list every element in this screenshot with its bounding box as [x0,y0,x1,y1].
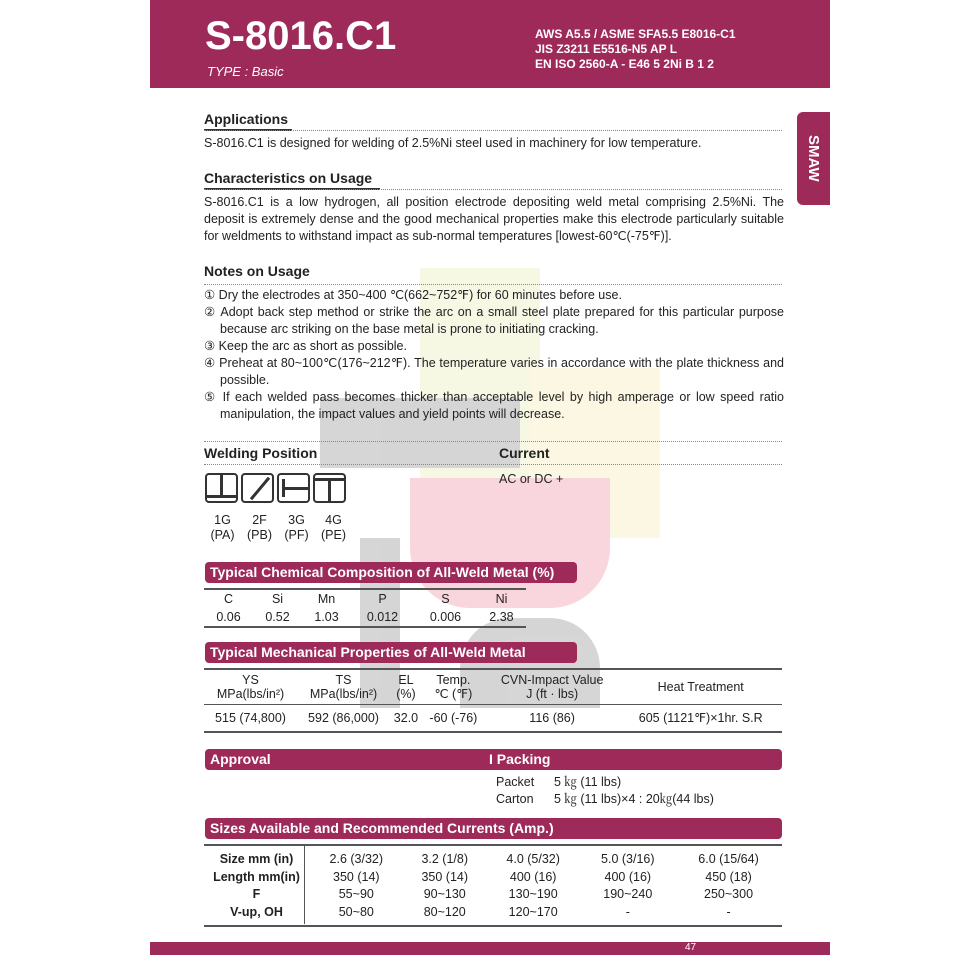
value-cell: 0.012 [366,609,399,624]
overhead-position-icon [313,473,346,503]
value-cell: - [625,904,630,919]
mechanical-table [204,668,782,733]
header-cell: YS [242,672,259,687]
value-cell: 605 (1121℉)×1hr. S.R [638,711,763,726]
value-cell: 0.006 [429,609,462,624]
row-label: V-up, OH [230,904,283,919]
value-cell: 1.03 [314,609,339,624]
value-cell: 0.06 [216,609,241,624]
packing-heading: I Packing [489,751,551,767]
standard-aws: AWS A5.5 / ASME SFA5.5 E8016-C1 [535,27,736,41]
row-label: Length mm(in) [213,869,300,884]
footer-bar [150,942,830,955]
horizontal-fillet-icon [241,473,274,503]
value-cell: 350 (14) [421,869,469,884]
sizes-table [204,844,782,927]
notes-heading: Notes on Usage [204,263,310,279]
row-label: F [252,887,261,901]
packing-label: Packet [496,775,535,789]
current-heading: Current [499,445,550,461]
header-cell: P [378,591,387,606]
position-alt: (PA) [210,528,235,542]
header-cell: TS [335,672,352,687]
note-item: ③ Keep the arc as short as possible. [204,339,407,353]
value-cell: 55~90 [338,887,374,901]
sizes-row [204,886,782,904]
sizes-heading: Sizes Available and Recommended Currents (Amp.) [205,818,782,839]
packing-value: 5 ㎏ (11 lbs)×4 : 20㎏(44 lbs) [554,792,714,806]
header-unit: ℃ (℉) [434,686,473,701]
value-cell: 400 (16) [604,869,652,884]
header-unit: J (ft · lbs) [526,686,579,701]
header-cell: Si [271,591,284,606]
value-cell: 450 (18) [705,869,752,884]
notes-list [204,287,784,423]
sizes-row [204,869,782,887]
value-cell: 2.6 (3/32) [329,852,384,866]
product-title: S-8016.C1 [205,14,397,58]
value-cell: 120~170 [508,904,558,919]
position-code: 3G [288,513,305,527]
value-cell: 5.0 (3/16) [601,852,655,866]
header-unit: (%) [396,686,416,701]
welding-position-heading: Welding Position [204,445,318,461]
packing-list [496,774,714,808]
applications-text: S-8016.C1 is designed for welding of 2.5%Ni steel used in machinery for low temperature. [204,136,702,150]
header-unit: MPa(lbs/in²) [309,686,378,701]
mechanical-heading: Typical Mechanical Properties of All-Weld Metal [205,642,577,663]
value-cell: 190~240 [603,887,653,901]
value-cell: 90~130 [423,887,466,901]
position-code: 2F [252,513,267,527]
row-label: Size mm (in) [219,852,294,866]
value-cell: 6.0 (15/64) [698,852,759,866]
packing-label: Carton [496,792,534,806]
standards [535,27,736,72]
chemical-heading: Typical Chemical Composition of All-Weld Metal (%) [205,562,577,583]
sizes-row [204,846,782,869]
header-cell: Temp. [436,672,471,687]
header-cell: EL [398,672,414,687]
header-unit: MPa(lbs/in²) [216,686,285,701]
value-cell: 592 (86,000) [308,710,379,725]
value-cell: 400 (16) [509,869,557,884]
approval-heading: Approval [210,751,271,767]
sizes-row [204,904,782,927]
value-cell: 116 (86) [529,710,575,725]
note-item: ④ Preheat at 80~100℃(176~212℉). The temperature varies in accordance with the plate thickness and possible. [204,356,784,387]
applications-heading: Applications [204,111,289,127]
value-cell: - [726,904,731,919]
header-cell: C [223,591,234,606]
product-type: TYPE : Basic [207,64,284,79]
note-item: ② Adopt back step method or strike the arc on a small steel plate prepared for this particular purpose because arc striking on the base metal is prone to initiating cracking. [204,305,784,336]
characteristics-heading: Characteristics on Usage [204,170,373,186]
header-banner [150,0,830,88]
smaw-tab: SMAW [797,112,830,205]
position-alt: (PB) [247,528,272,542]
position-icons [205,473,349,506]
value-cell: 32.0 [393,710,419,725]
value-cell: -60 (-76) [429,710,478,725]
header-cell: Mn [317,591,336,606]
value-cell: 350 (14) [333,869,380,884]
value-cell: 130~190 [508,887,558,901]
characteristics-text: S-8016.C1 is a low hydrogen, all position electrode depositing weld metal comprising 2.5%Ni. The deposit is extremely dense and the good mechanical properties make this electrode particularly suitable for weldments to withstand impact as sub-normal temperatures [lowest-60℃(-75℉)]. [204,195,784,243]
value-cell: 2.38 [489,609,514,624]
position-labels [204,513,352,543]
value-cell: 515 (74,800) [215,710,286,725]
value-cell: 80~120 [423,904,466,919]
value-cell: 250~300 [704,887,754,901]
value-cell: 4.0 (5/32) [506,852,560,866]
header-cell: Ni [495,591,508,606]
standard-jis: JIS Z3211 E5516-N5 AP L [535,42,678,56]
packing-value: 5 ㎏ (11 lbs) [554,775,622,789]
flat-position-icon [205,473,238,503]
position-code: 4G [325,513,342,527]
note-item: ⑤ If each welded pass becomes thicker than acceptable level by high amperage or low speed ratio manipulation, the impact values and yield points will decrease. [204,390,784,421]
vertical-position-icon [277,473,310,503]
approval-packing-banner [205,749,782,770]
header-cell: CVN-Impact Value [500,672,604,687]
value-cell: 0.52 [265,609,290,624]
note-item: ① Dry the electrodes at 350~400 ℃(662~752℉) for 60 minutes before use. [204,288,622,302]
current-value: AC or DC + [499,472,564,486]
position-alt: (PF) [284,528,309,542]
chemical-table [204,588,526,628]
value-cell: 3.2 (1/8) [421,852,469,866]
position-alt: (PE) [321,528,346,542]
value-cell: 50~80 [338,904,374,919]
position-code: 1G [214,513,231,527]
standard-en-iso: EN ISO 2560-A - E46 5 2Ni B 1 2 [535,57,714,71]
header-cell: S [441,591,450,606]
page-number: 47 [685,942,697,953]
header-cell: Heat Treatment [657,679,744,694]
